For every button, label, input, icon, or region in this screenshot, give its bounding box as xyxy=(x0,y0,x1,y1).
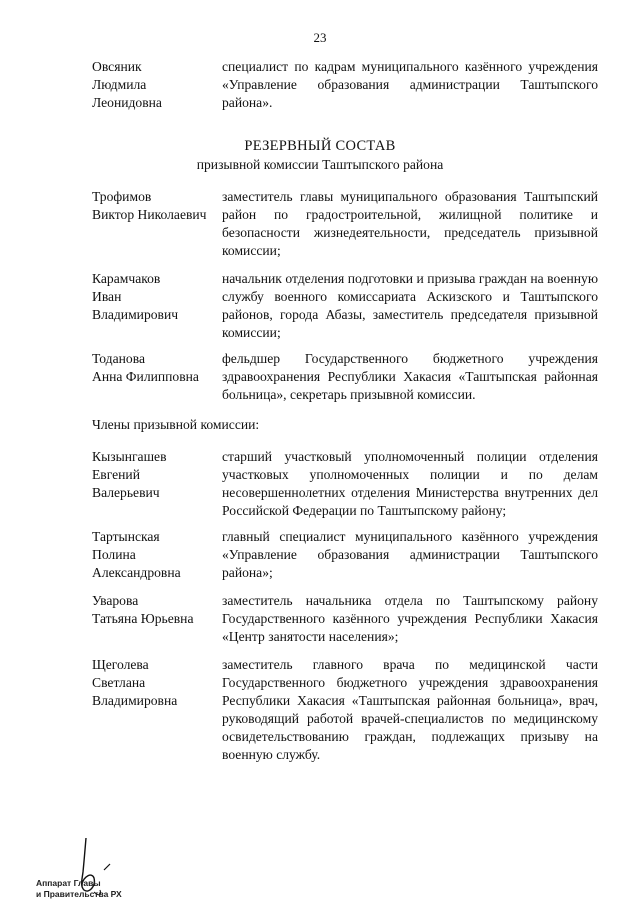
person-position: главный специалист муниципального казённого учреждения «Управление образования администрации Таштыпского района»; xyxy=(222,529,598,580)
person-position: специалист по кадрам муниципального казённого учреждения «Управление образования администрации Таштыпского района». xyxy=(222,59,598,110)
person-position: заместитель главы муниципального образования Таштыпский район по градостроительной, жилищной политике и безопасности жизнедеятельности, председатель призывной комиссии; xyxy=(222,189,598,258)
person-name: Щеголева Светлана Владимировна xyxy=(92,657,178,708)
stamp-line-2: и Правительства РХ xyxy=(36,889,122,899)
person-name: Кызынгашев Евгений Валерьевич xyxy=(92,449,167,500)
person-entry-ovsyanik xyxy=(92,58,598,112)
stamp-line-1: Аппарат Главы xyxy=(36,878,101,888)
members-label: Члены призывной комиссии: xyxy=(92,417,260,432)
page-number: 23 xyxy=(313,30,327,45)
person-position: старший участковый уполномоченный полиции отделения участковых уполномоченных полиции и по делам несовершеннолетних отделения Министерства внутренних дел Российской Федерации по Таштыпскому району; xyxy=(222,449,598,518)
person-name: Овсяник Людмила Леонидовна xyxy=(92,59,162,110)
person-name: Трофимов Виктор Николаевич xyxy=(92,189,207,222)
section-title: РЕЗЕРВНЫЙ СОСТАВ xyxy=(244,138,396,154)
person-position: заместитель начальника отдела по Таштыпскому району Государственного казённого учреждения Республики Хакасия «Центр занятости населения»; xyxy=(222,593,598,644)
section-subtitle: призывной комиссии Таштыпского района xyxy=(196,157,444,172)
person-name: Карамчаков Иван Владимирович xyxy=(92,271,179,322)
reserve-composition-heading xyxy=(0,136,640,174)
person-name: Уварова Татьяна Юрьевна xyxy=(92,593,194,626)
person-entry-karamchakov xyxy=(92,270,598,342)
person-entry-tartynskaya xyxy=(92,528,598,582)
person-entry-shchegoleva xyxy=(92,656,598,764)
office-stamp xyxy=(36,838,126,898)
person-position: заместитель главного врача по медицинской части Государственного бюджетного учреждения здравоохранения Республики Хакасия «Таштыпская районная больница», врач, руководящий работой врачей-специалистов по медицинскому освидетельствованию граждан, подлежащих призыву на военную службу. xyxy=(222,657,598,762)
person-name: Тоданова Анна Филипповна xyxy=(92,351,199,384)
person-position: начальник отделения подготовки и призыва граждан на военную службу военного комиссариата Аскизского и Таштыпского районов, города Абазы, заместитель председателя призывной комиссии; xyxy=(222,271,598,340)
person-name: Тартынская Полина Александровна xyxy=(92,529,181,580)
person-entry-trofimov xyxy=(92,188,598,260)
person-entry-uvarova xyxy=(92,592,598,646)
person-entry-kyzyngashev xyxy=(92,448,598,520)
person-position: фельдшер Государственного бюджетного учреждения здравоохранения Республики Хакасия «Таштыпская районная больница», секретарь призывной комиссии. xyxy=(222,351,598,402)
person-entry-todanova xyxy=(92,350,598,404)
